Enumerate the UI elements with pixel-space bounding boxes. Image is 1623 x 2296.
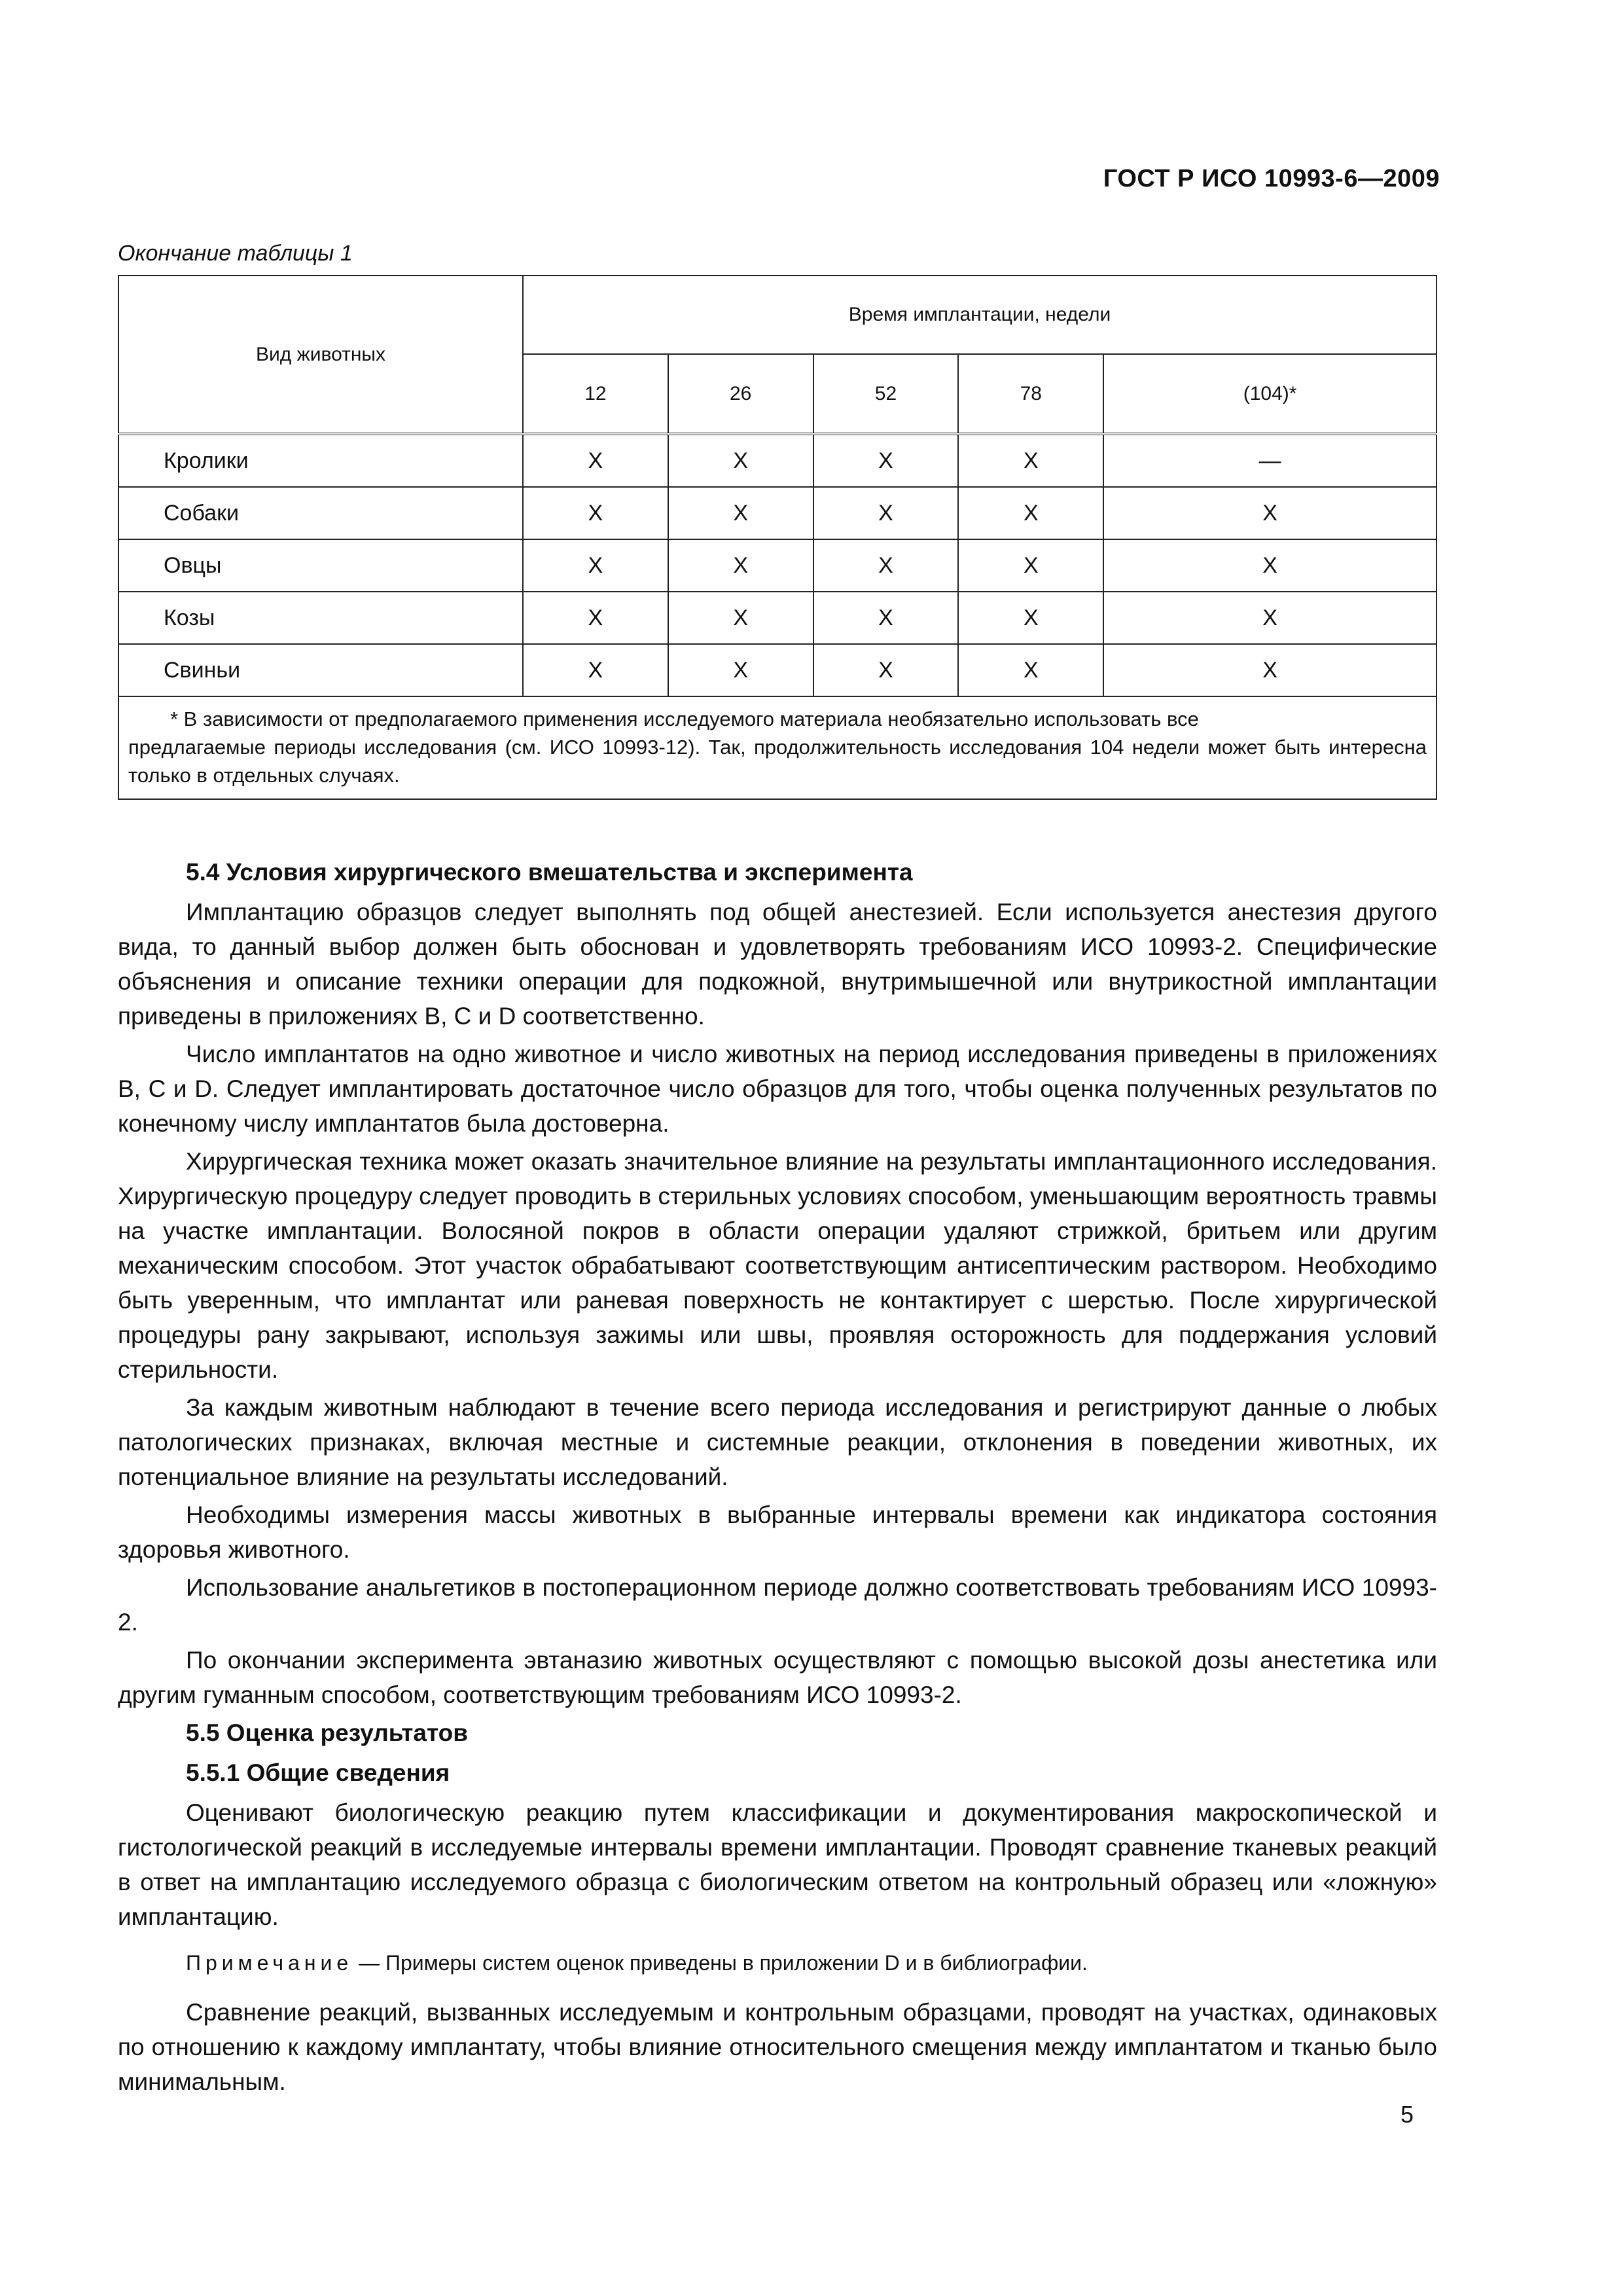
- note-label: Примечание: [186, 1951, 353, 1975]
- table-cell: X: [1103, 487, 1436, 539]
- species-name: Овцы: [118, 539, 523, 592]
- species-name: Свиньи: [118, 644, 523, 696]
- week-header: 52: [813, 354, 959, 434]
- table-cell: X: [1103, 592, 1436, 644]
- implantation-time-table: [118, 275, 1437, 800]
- table-cell: X: [958, 539, 1103, 592]
- table-cell: X: [813, 539, 959, 592]
- table-cell: X: [523, 592, 668, 644]
- table-cell: X: [958, 644, 1103, 696]
- table-cell: X: [958, 592, 1103, 644]
- table-row: [118, 539, 1436, 592]
- species-column-header: Вид животных: [118, 276, 523, 434]
- table-cell: X: [813, 434, 959, 487]
- species-name: Козы: [118, 592, 523, 644]
- week-header: 78: [958, 354, 1103, 434]
- table-row: [118, 592, 1436, 644]
- table-cell: X: [668, 644, 813, 696]
- footnote-first-line: * В зависимости от предполагаемого применения исследуемого материала необязательно использовать все: [170, 708, 1199, 730]
- document-header: ГОСТ Р ИСО 10993-6—2009: [1103, 165, 1440, 192]
- table-row: [118, 434, 1436, 487]
- table-cell: X: [1103, 539, 1436, 592]
- table-cell: X: [668, 592, 813, 644]
- section-heading-5-5: 5.5 Оценка результатов: [186, 1719, 468, 1746]
- table-cell: X: [668, 434, 813, 487]
- table-cell: —: [1103, 434, 1436, 487]
- paragraph: Необходимы измерения массы животных в выбранные интервалы времени как индикатора состояния здоровья животного.: [118, 1501, 1437, 1563]
- paragraph: Оценивают биологическую реакцию путем классификации и документирования макроскопической и гистологической реакций в исследуемые интервалы времени имплантации. Проводят сравнение тканевых реакций в ответ на имплантацию исследуемого образца с биологическим ответом на контрольный образец или «ложную» имплантацию.: [118, 1799, 1437, 1930]
- paragraph: За каждым животным наблюдают в течение всего периода исследования и регистрируют данные о любых патологических признаках, включая местные и системные реакции, отклонения в поведении животных, их потенциальное влияние на результаты исследований.: [118, 1394, 1437, 1490]
- table-row: [118, 487, 1436, 539]
- note: [118, 1946, 1437, 1981]
- paragraph: По окончании эксперимента эвтаназию животных осуществляют с помощью высокой дозы анестетика или другим гуманным способом, соответствующим требованиям ИСО 10993-2.: [118, 1647, 1437, 1708]
- week-header: 12: [523, 354, 668, 434]
- table-cell: X: [813, 644, 959, 696]
- paragraph: Имплантацию образцов следует выполнять под общей анестезией. Если используется анестезия другого вида, то данный выбор должен быть обоснован и удовлетворять требованиям ИСО 10993-2. Специфические объяснения и описание техники операции для подкожной, внутримышечной или внутрикостной имплантации приведены в приложениях В, С и D соответственно.: [118, 899, 1437, 1030]
- species-name: Собаки: [118, 487, 523, 539]
- table-cell: X: [523, 539, 668, 592]
- table-cell: X: [668, 487, 813, 539]
- body-text: [118, 855, 1437, 2102]
- table-cell: X: [813, 592, 959, 644]
- time-column-header: Время имплантации, недели: [523, 276, 1436, 354]
- footnote-text: предлагаемые периоды исследования (см. ИСО 10993-12). Так, продолжительность исследования 104 недели может быть интересна только в отдельных случаях.: [128, 736, 1427, 787]
- week-header: (104)*: [1103, 354, 1436, 434]
- table-cell: X: [813, 487, 959, 539]
- table-cell: X: [958, 434, 1103, 487]
- table-row: [118, 644, 1436, 696]
- paragraph: Сравнение реакций, вызванных исследуемым и контрольным образцами, проводят на участках, одинаковых по отношению к каждому имплантату, чтобы влияние относительного смещения между имплантатом и тканью было минимальным.: [118, 1999, 1437, 2095]
- table-cell: X: [523, 644, 668, 696]
- table-cell: X: [668, 539, 813, 592]
- paragraph: Использование анальгетиков в постоперационном периоде должно соответствовать требованиям ИСО 10993-2.: [118, 1574, 1437, 1636]
- paragraph: Число имплантатов на одно животное и число животных на период исследования приведены в приложениях В, С и D. Следует имплантировать достаточное число образцов для того, чтобы оценка полученных результатов по конечному числу имплантатов была достоверна.: [118, 1041, 1437, 1137]
- note-text: — Примеры систем оценок приведены в приложении D и в библиографии.: [353, 1951, 1088, 1975]
- section-heading-5-4: 5.4 Условия хирургического вмешательства и эксперимента: [186, 859, 913, 886]
- species-name: Кролики: [118, 434, 523, 487]
- page-number: 5: [1400, 2101, 1414, 2128]
- table-cell: X: [523, 487, 668, 539]
- table-caption: Окончание таблицы 1: [118, 241, 353, 266]
- table-cell: X: [523, 434, 668, 487]
- table-footnote: [118, 696, 1436, 799]
- table-cell: X: [958, 487, 1103, 539]
- paragraph: Хирургическая техника может оказать значительное влияние на результаты имплантационного исследования. Хирургическую процедуру следует проводить в стерильных условиях способом, уменьшающим вероятность травмы на участке имплантации. Волосяной покров в области операции удаляют стрижкой, бритьем или другим механическим способом. Этот участок обрабатывают соответствующим антисептическим раствором. Необходимо быть уверенным, что имплантат или раневая поверхность не контактирует с шерстью. После хирургической процедуры рану закрывают, используя зажимы или швы, проявляя осторожность для поддержания условий стерильности.: [118, 1148, 1437, 1383]
- week-header: 26: [668, 354, 813, 434]
- table-cell: X: [1103, 644, 1436, 696]
- section-heading-5-5-1: 5.5.1 Общие сведения: [186, 1759, 450, 1786]
